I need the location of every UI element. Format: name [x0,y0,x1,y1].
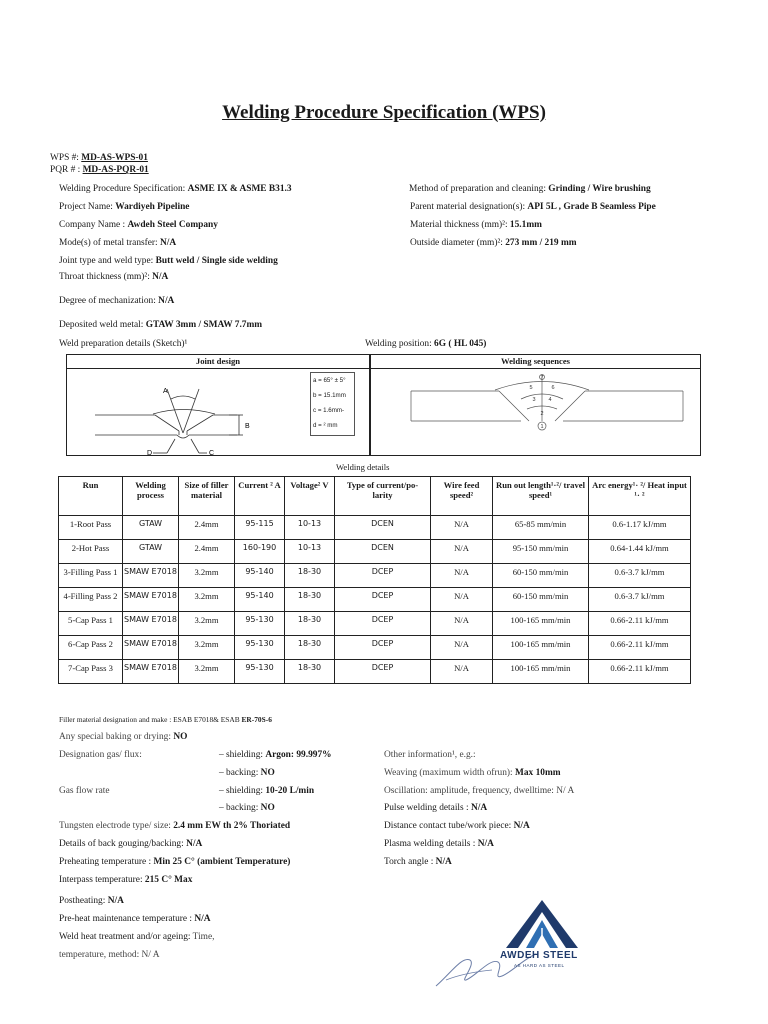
field-label: Filler material designation and make : [59,715,174,724]
table-cell-process: GTAW [123,516,179,540]
field-label: – shielding: [219,786,266,796]
column-header: Current ² A [235,477,285,516]
table-cell-process: SMAW E7018 [123,612,179,636]
table-cell-run: 1-Root Pass [59,516,123,540]
table-row [59,636,691,660]
prep-details-label: Weld preparation details (Sketch)¹ [59,339,188,349]
sketch-label-a: A [163,388,168,395]
table-cell-current: 160-190 [235,540,285,564]
field-joint-type [59,256,278,266]
sketch-label-b: B [245,423,250,430]
field-value: 10-20 L/min [265,786,315,796]
field-preheating [59,857,290,867]
field-postheating [59,896,124,906]
gas-flow-backing [219,803,275,813]
table-cell-voltage: 18-30 [285,588,335,612]
table-cell-process: SMAW E7018 [123,564,179,588]
field-label: Joint type and weld type: [59,256,156,266]
field-value: NO [173,732,188,742]
table-cell-travel: 100-165 mm/min [493,636,589,660]
field-interpass [59,875,192,885]
field-label: Oscillation: amplitude, frequency, dwelltime: [384,786,557,796]
field-value: Time, [192,932,215,942]
table-cell-run: 2-Hot Pass [59,540,123,564]
field-baking [59,732,187,742]
other-info-label [384,750,476,760]
field-contact-tube-distance [384,821,530,831]
field-material-thickness [410,220,542,230]
table-cell-travel: 60-150 mm/min [493,588,589,612]
field-label: Weld heat treatment and/or ageing: [59,932,193,942]
field-value: N/A [470,803,488,813]
table-cell-process: GTAW [123,540,179,564]
field-deposited-metal [59,320,262,330]
field-value: N/A [513,821,530,831]
gas-flow-shielding [219,786,314,796]
table-cell-type: DCEP [335,660,431,684]
table-cell-arc: 0.66-2.11 kJ/mm [589,660,691,684]
field-label: Distance contact tube/work piece: [384,821,514,831]
logo-mountain-icon [502,898,582,950]
column-header: Wire feed speed² [431,477,493,516]
field-label: – backing: [219,803,261,813]
field-back-gouging [59,839,202,849]
gas-shielding [219,750,332,760]
table-cell-type: DCEP [335,588,431,612]
table-cell-type: DCEN [335,540,431,564]
field-oscillation [384,786,574,796]
field-value: 6G ( HL 045) [434,339,487,349]
field-heat-treatment [59,932,214,942]
field-label: Degree of mechanization: [59,296,159,306]
sequence-number: 2 [540,411,544,417]
field-mechanization [59,296,174,306]
table-cell-type: DCEP [335,612,431,636]
field-value: N/ A [556,786,575,796]
table-cell-run: 6-Cap Pass 2 [59,636,123,660]
field-wps-standard [59,184,292,194]
joint-dimensions-box [310,372,355,436]
field-value: 273 mm / 219 mm [505,238,577,248]
table-cell-process: SMAW E7018 [123,588,179,612]
table-cell-arc: 0.6-3.7 kJ/mm [589,564,691,588]
table-cell-size: 3.2mm [179,588,235,612]
welding-sequences-header: Welding sequences [371,355,700,369]
table-cell-size: 2.4mm [179,540,235,564]
field-filler-material [59,715,272,724]
column-header: Size of filler material [179,477,235,516]
logo-name: AWDEH STEEL [500,950,578,961]
field-label: Details of back gouging/backing: [59,839,187,849]
field-plasma-welding [384,839,494,849]
table-cell-size: 3.2mm [179,564,235,588]
welding-sequences-box [370,354,701,456]
column-header: Run [59,477,123,516]
field-weaving [384,768,561,778]
table-cell-wire: N/A [431,660,493,684]
field-value: N/A [194,914,211,924]
column-header: Arc energy¹· ²/ Heat input ¹· ² [589,477,691,516]
field-outside-diameter [410,238,577,248]
field-label: – backing: [219,768,261,778]
field-value: 2.4 mm EW th 2% Thoriated [173,821,291,831]
sequence-number: 5 [529,385,533,391]
welding-details-table [58,476,691,684]
dim-d: d = ² mm [313,422,338,429]
wps-value: MD-AS-WPS-01 [81,153,148,163]
table-cell-size: 3.2mm [179,660,235,684]
welding-sequences-sketch [371,369,700,456]
field-label: Interpass temperature: [59,875,145,885]
joint-design-header: Joint design [67,355,369,369]
table-cell-type: DCEN [335,516,431,540]
field-label: Pre-heat maintenance temperature : [59,914,195,924]
table-cell-arc: 0.66-2.11 kJ/mm [589,636,691,660]
field-preheat-maintenance [59,914,211,924]
table-cell-voltage: 10-13 [285,540,335,564]
dim-b: b = 15.1mm [313,392,346,399]
pqr-value: MD-AS-PQR-01 [82,165,149,175]
sequence-number: 4 [548,397,552,403]
welding-details-caption: Welding details [336,462,390,472]
table-cell-current: 95-130 [235,636,285,660]
field-value: ASME IX & ASME B31.3 [187,184,292,194]
field-label: Tungsten electrode type/ size: [59,821,174,831]
field-label: Pulse welding details : [384,803,471,813]
table-cell-process: SMAW E7018 [123,636,179,660]
joint-design-box [66,354,370,456]
table-cell-size: 2.4mm [179,516,235,540]
table-cell-current: 95-130 [235,612,285,636]
field-value: N/A [186,839,203,849]
field-value: N/A [107,896,124,906]
table-cell-travel: 100-165 mm/min [493,612,589,636]
dim-c: c = 1.6mm- [313,407,345,414]
field-value: Butt weld / Single side welding [155,256,278,266]
table-row [59,540,691,564]
field-value: Awdeh Steel Company [127,220,218,230]
field-tungsten-electrode [59,821,290,831]
table-cell-wire: N/A [431,516,493,540]
table-cell-type: DCEP [335,564,431,588]
field-value: NO [260,768,275,778]
field-company-name [59,220,218,230]
table-cell-run: 7-Cap Pass 3 [59,660,123,684]
table-cell-travel: 60-150 mm/min [493,564,589,588]
table-cell-size: 3.2mm [179,636,235,660]
field-label: Welding Procedure Specification: [59,184,188,194]
field-value: N/A [435,857,452,867]
table-cell-travel: 100-165 mm/min [493,660,589,684]
field-label: Preheating temperature : [59,857,154,867]
logo-tagline: AS HARD AS STEEL [514,963,565,968]
field-value: N/A [160,238,177,248]
column-header: Voltage² V [285,477,335,516]
field-label: Weaving (maximum width ofrun): [384,768,515,778]
table-row [59,612,691,636]
field-label: – shielding: [219,750,266,760]
table-cell-run: 5-Cap Pass 1 [59,612,123,636]
table-cell-type: DCEP [335,636,431,660]
column-header: Run out length¹·²/ travel speed¹ [493,477,589,516]
field-welding-position [365,339,486,349]
table-cell-current: 95-115 [235,516,285,540]
field-label: Method of preparation and cleaning: [409,184,549,194]
sequence-number: 1 [540,424,544,430]
field-value: Max 10mm [515,768,561,778]
table-cell-wire: N/A [431,636,493,660]
field-value: N/A [158,296,175,306]
field-value: NO [260,803,275,813]
dim-a: a = 65° ± 5° [313,377,346,384]
table-cell-wire: N/A [431,588,493,612]
field-label: Outside diameter (mm)²: [410,238,506,248]
company-logo [484,898,594,978]
field-label: Torch angle : [384,857,436,867]
field-metal-transfer [59,238,176,248]
table-cell-size: 3.2mm [179,612,235,636]
field-torch-angle [384,857,452,867]
table-cell-travel: 65-85 mm/min [493,516,589,540]
table-row [59,660,691,684]
field-value: Argon: 99.997% [265,750,332,760]
table-cell-voltage: 10-13 [285,516,335,540]
pqr-number [50,165,149,175]
table-cell-wire: N/A [431,540,493,564]
field-label: Other information¹, e.g.: [384,750,476,760]
wps-number [50,153,148,163]
field-label: Postheating: [59,896,108,906]
field-label: Mode(s) of metal transfer: [59,238,161,248]
field-value: 15.1mm [509,220,542,230]
field-label: Material thickness (mm)²: [410,220,510,230]
field-label: Any special baking or drying: [59,732,174,742]
table-cell-run: 4-Filling Pass 2 [59,588,123,612]
field-label: Plasma welding details : [384,839,478,849]
table-cell-voltage: 18-30 [285,660,335,684]
sequence-number: 6 [551,385,555,391]
field-value: 215 C° Max [144,875,193,885]
wps-label: WPS #: [50,153,82,163]
field-pulse-welding [384,803,487,813]
field-value: GTAW 3mm / SMAW 7.7mm [145,320,263,330]
table-row [59,564,691,588]
table-cell-arc: 0.6-1.17 kJ/mm [589,516,691,540]
field-value: N/A [152,272,169,282]
table-header-row [59,477,691,516]
field-label: Deposited weld metal: [59,320,146,330]
table-cell-current: 95-140 [235,564,285,588]
table-row [59,588,691,612]
table-cell-current: 95-130 [235,660,285,684]
gas-flow-label: Gas flow rate [59,786,110,796]
field-value: Min 25 C° (ambient Temperature) [153,857,291,867]
field-label: Throat thickness (mm)²: [59,272,153,282]
sequence-number: 3 [532,397,536,403]
page-title: Welding Procedure Specification (WPS) [222,102,546,123]
field-value: N/A [477,839,494,849]
table-cell-wire: N/A [431,564,493,588]
table-cell-voltage: 18-30 [285,636,335,660]
sequence-number: 7 [540,375,544,381]
pqr-label: PQR # : [50,165,83,175]
field-heat-treatment-cont: temperature, method: N/ A [59,950,160,960]
gas-backing [219,768,275,778]
table-cell-voltage: 18-30 [285,612,335,636]
sketch-label-d: D [147,450,153,456]
field-value: Grinding / Wire brushing [548,184,651,194]
table-cell-arc: 0.64-1.44 kJ/mm [589,540,691,564]
gas-designation-label: Designation gas/ flux: [59,750,142,760]
table-cell-current: 95-140 [235,588,285,612]
table-cell-wire: N/A [431,612,493,636]
field-label: Welding position: [365,339,435,349]
table-cell-voltage: 18-30 [285,564,335,588]
table-cell-process: SMAW E7018 [123,660,179,684]
field-value: Wardiyeh Pipeline [115,202,190,212]
table-cell-arc: 0.6-3.7 kJ/mm [589,588,691,612]
field-value: ER-70S-6 [241,715,272,724]
column-header: Welding process [123,477,179,516]
table-cell-travel: 95-150 mm/min [493,540,589,564]
field-value: API 5L , Grade B Seamless Pipe [527,202,656,212]
table-cell-run: 3-Filling Pass 1 [59,564,123,588]
field-preparation-method [409,184,651,194]
field-label: Parent material designation(s): [410,202,528,212]
table-cell-arc: 0.66-2.11 kJ/mm [589,612,691,636]
field-label: Project Name: [59,202,116,212]
field-parent-material [410,202,656,212]
table-row [59,516,691,540]
field-label: Company Name : [59,220,128,230]
field-project-name [59,202,189,212]
column-header: Type of current/po- larity [335,477,431,516]
field-throat-thickness [59,272,168,282]
sketch-label-c: C [209,450,215,456]
field-value: ESAB E7018& ESAB [173,715,242,724]
